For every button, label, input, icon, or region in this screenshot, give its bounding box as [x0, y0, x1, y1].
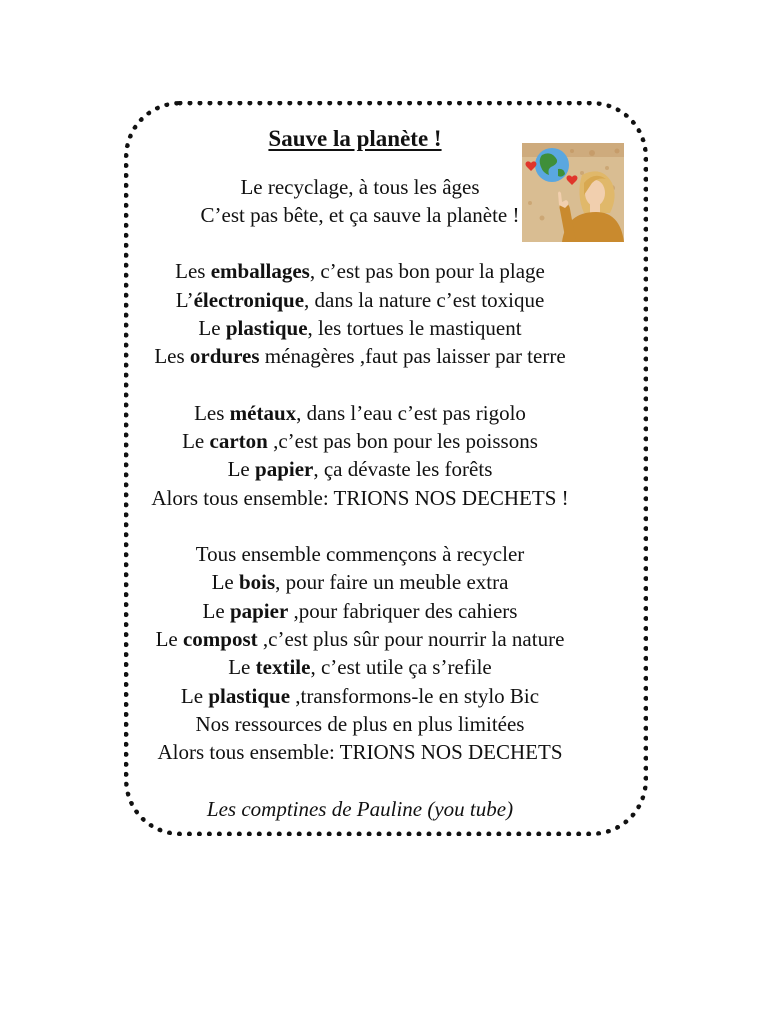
verse-line: Les ordures ménagères ,faut pas laisser par terre — [154, 344, 566, 368]
verse-line: Alors tous ensemble: TRIONS NOS DECHETS — [157, 740, 563, 764]
intro-line: C’est pas bête, et ça sauve la planète ! — [200, 203, 520, 227]
verse-line: Alors tous ensemble: TRIONS NOS DECHETS ! — [151, 486, 569, 510]
verse-line: Le compost ,c’est plus sûr pour nourrir la nature — [155, 627, 565, 651]
verse-line: Le plastique ,transformons-le en stylo Bic — [180, 684, 540, 708]
verse-line: Le papier, ça dévaste les forêts — [227, 457, 493, 481]
verse-line: Le bois, pour faire un meuble extra — [211, 570, 509, 594]
verse-line: Le carton ,c’est pas bon pour les poissons — [182, 429, 538, 453]
poem-title: Sauve la planète ! — [268, 126, 442, 151]
verse-line: Le papier ,pour fabriquer des cahiers — [202, 599, 518, 623]
globe-icon — [535, 148, 569, 182]
verse-line: Le plastique, les tortues le mastiquent — [198, 316, 522, 340]
verse-line: L’électronique, dans la nature c’est toxique — [175, 288, 545, 312]
verse-line: Nos ressources de plus en plus limitées — [195, 712, 525, 736]
verse-line: Tous ensemble commençons à recycler — [195, 542, 525, 566]
credit-line: Les comptines de Pauline (you tube) — [206, 797, 514, 821]
verse-line: Les emballages, c’est pas bon pour la plage — [175, 259, 545, 283]
woman-globe-illustration — [522, 143, 624, 242]
intro-line: Le recyclage, à tous les âges — [240, 175, 480, 199]
verse-line: Les métaux, dans l’eau c’est pas rigolo — [194, 401, 526, 425]
verse-line: Le textile, c’est utile ça s’refile — [228, 655, 492, 679]
